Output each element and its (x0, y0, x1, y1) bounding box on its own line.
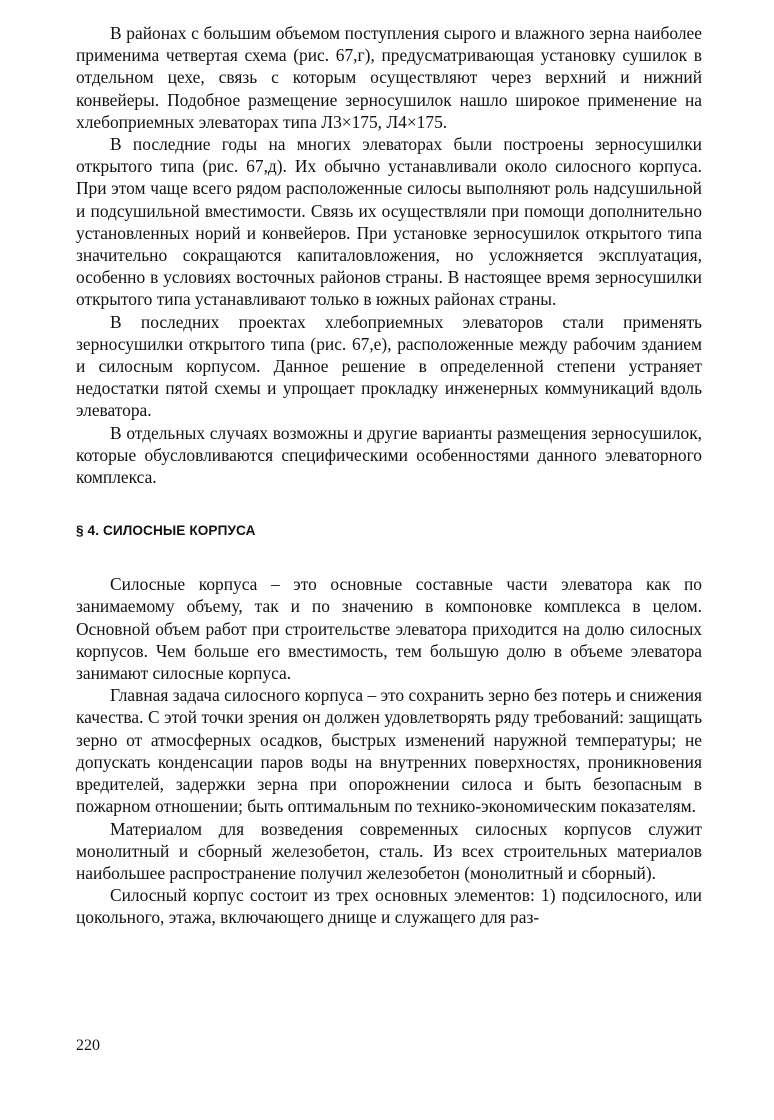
paragraph-drying-scheme-four: В районах с большим объемом поступления сырого и влажного зерна наиболее применима четвертая схема (рис. 67,г), предусматривающая установку сушилок в отдельном цехе, связь с которым осуществляют через верхний и нижний конвейеры. Подобное размещение зерносушилок нашло широкое применение на хлебоприемных элеваторах типа Л3×175, Л4×175. (76, 23, 702, 132)
paragraph-silo-elements: Силосный корпус состоит из трех основных элементов: 1) подсилосного, или цокольного, этажа, включающего днище и служащего для раз- (76, 885, 702, 928)
paragraph-silo-buildings-intro: Силосные корпуса – это основные составные части элеватора как по занимаемому объему, так и по значению в компоновке комплекса в целом. Основной объем работ при строительстве элеватора приходится на долю силосных корпусов. Чем больше его вместимость, тем большую долю в объеме элеватора занимают силосные корпуса. (76, 574, 702, 684)
page-number: 220 (76, 1037, 100, 1054)
paragraph-silo-main-task: Главная задача силосного корпуса – это сохранить зерно без потерь и снижения качества. С этой точки зрения он должен удовлетворять ряду требований: защищать зерно от атмосферных осадков, быстрых изменений наружной температуры; не допускать конденсации паров воды на внутренних поверхностях, проникновения вредителей, задержки зерна при опорожнении силоса и быть безопасным в пожарном отношении; быть оптимальным по технико-экономическим показателям. (76, 685, 702, 817)
paragraph-other-variants: В отдельных случаях возможны и другие варианты размещения зерносушилок, которые обусловливаются специфическими особенностями данного элеваторного комплекса. (76, 422, 702, 488)
paragraph-recent-projects: В последних проектах хлебоприемных элеваторов стали применять зерносушилки открытого типа (рис. 67,е), расположенные между рабочим зданием и силосным корпусом. Данное решение в определенной степени устраняет недостатки пятой схемы и упрощает прокладку инженерных коммуникаций вдоль элеватора. (76, 311, 702, 421)
page-text (76, 22, 702, 929)
paragraph-silo-materials: Материалом для возведения современных силосных корпусов служит монолитный и сборный железобетон, сталь. Из всех строительных материалов наибольшее распространение получил железобетон (монолитный и сборный). (76, 818, 702, 883)
section-heading: § 4. СИЛОСНЫЕ КОРПУСА (76, 523, 256, 539)
paragraph-open-type-dryers: В последние годы на многих элеваторах были построены зерносушилки открытого типа (рис. 67,д). Их обычно устанавливали около силосного корпуса. При этом чаще всего рядом расположенные силосы выполняют роль надсушильной и подсушильной вместимости. Связь их осуществляли при помощи дополнительно установленных норий и конвейеров. При установке зерносушилок открытого типа значительно сокращаются капиталовложения, но усложняется эксплуатация, особенно в условиях восточных районов страны. В настоящее время зерносушилки открытого типа устанавливают только в южных районах страны. (76, 134, 702, 310)
